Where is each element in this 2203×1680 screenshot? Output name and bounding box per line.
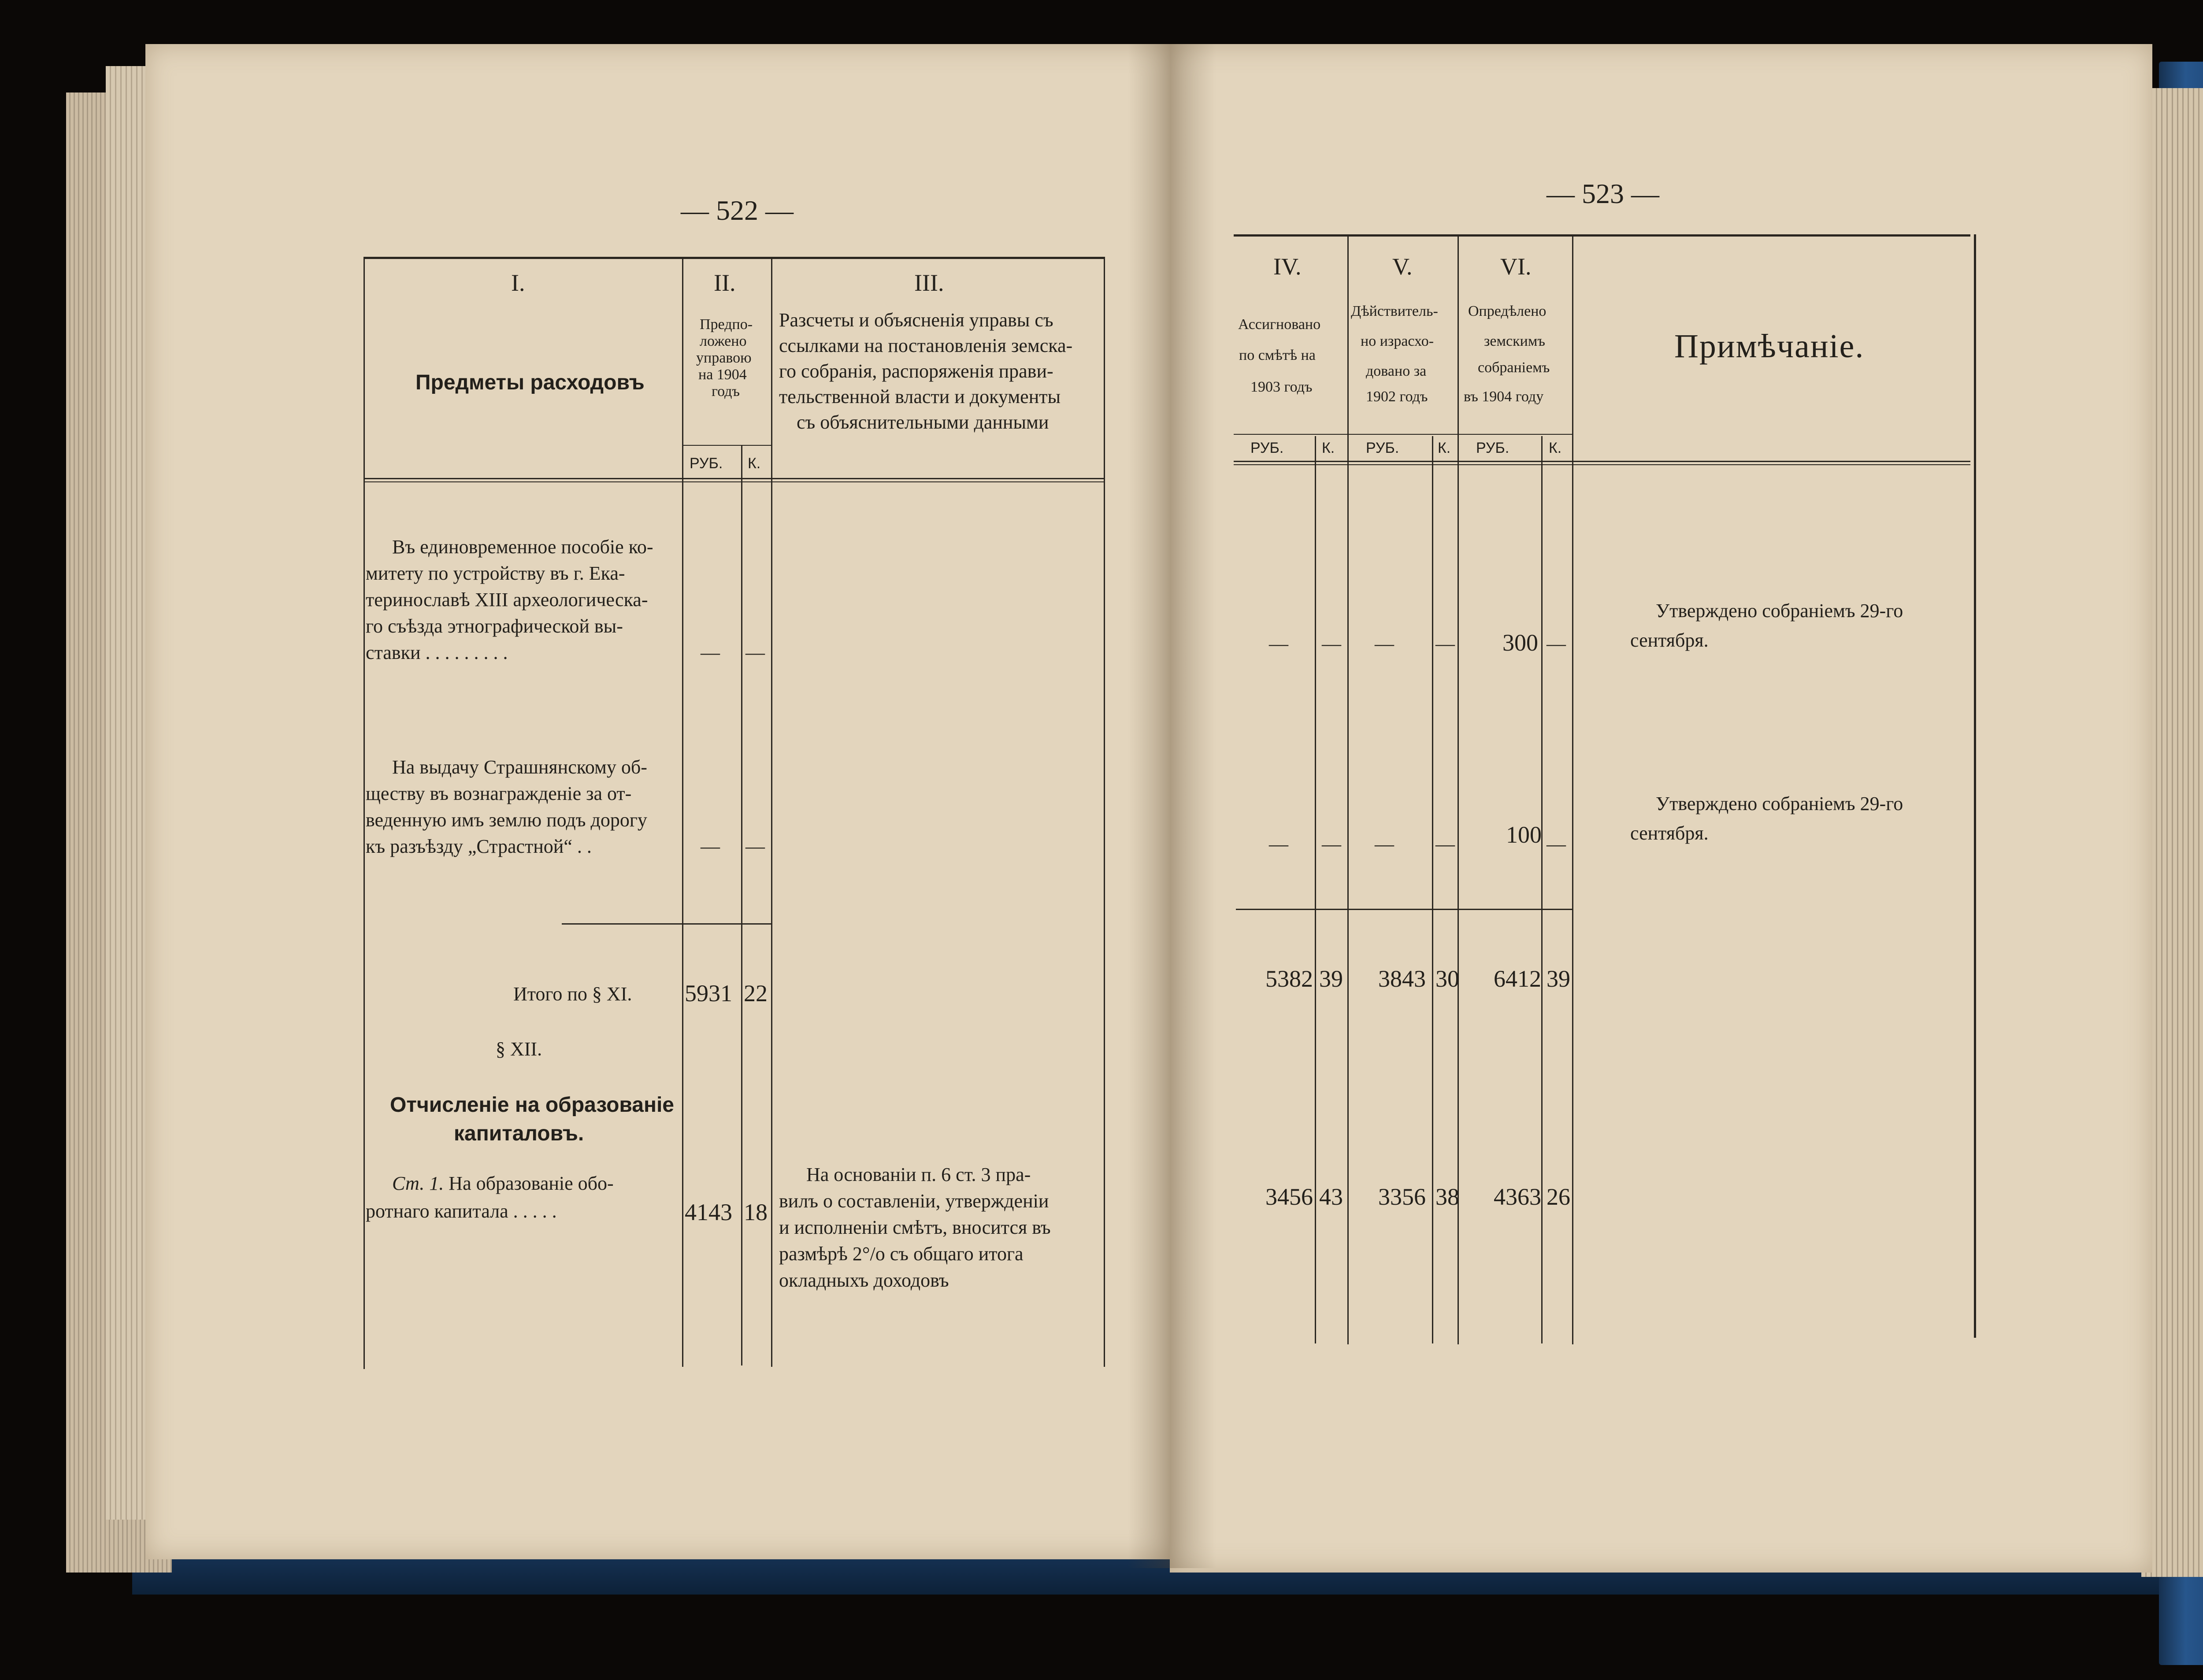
left-table-left-rule: [363, 257, 365, 1369]
col2-header-line: Предпо-: [700, 316, 753, 333]
section-total-rule: [562, 923, 771, 925]
row2-c4-kop: —: [1322, 833, 1341, 855]
left-header-bottom-rule-2: [363, 481, 1104, 482]
row1-c5-rub: —: [1375, 633, 1394, 655]
col3-left-rule: [771, 257, 772, 1367]
row2-note-line: Утверждено собраніемъ 29-го: [1656, 793, 1903, 814]
col5-right-rule: [1458, 234, 1459, 1344]
art1-text: На образованіе обо-: [449, 1173, 614, 1194]
col6-kop-label: К.: [1549, 440, 1562, 456]
item1-kop: —: [745, 642, 765, 663]
right-total-rule: [1236, 909, 1573, 910]
art1-c6-rub: 4363: [1494, 1184, 1541, 1210]
row1-note-line: Утверждено собраніемъ 29-го: [1656, 600, 1903, 622]
row2-c6-rub: 100: [1506, 821, 1542, 848]
item2-text-line: веденную имъ землю подъ дорогу: [366, 809, 647, 831]
col5-header-line: но израсхо-: [1361, 333, 1434, 349]
row1-c4-rub: —: [1269, 633, 1288, 655]
total-c4-kop: 39: [1319, 966, 1343, 992]
col6-kop-rule: [1541, 436, 1543, 1343]
art1-explanation-line: вилъ о составленіи, утвержденіи: [779, 1190, 1049, 1212]
col6-header-line: въ 1904 году: [1464, 389, 1544, 405]
item1-text-line: Въ единовременное пособіе ко-: [392, 536, 653, 558]
col5-header-line: 1902 годъ: [1366, 389, 1428, 405]
col4-header-line: 1903 годъ: [1250, 379, 1313, 395]
col4-number: IV.: [1273, 253, 1302, 280]
item1-text-line: митету по устройству въ г. Ека-: [366, 562, 625, 584]
right-table-right-rule: [1974, 234, 1976, 1338]
col3-number: III.: [914, 270, 944, 296]
total-c5-kop: 30: [1435, 966, 1459, 992]
item1-text-line: ставки . . . . . . . . .: [366, 642, 508, 663]
art1-explanation-line: размѣрѣ 2°/о съ общаго итога: [779, 1243, 1024, 1265]
total-c6-rub: 6412: [1494, 966, 1541, 992]
col4-right-rule: [1347, 234, 1349, 1344]
col2-header-line: управою: [696, 350, 752, 366]
row1-note-line: сентября.: [1630, 629, 1709, 651]
item2-rub: —: [701, 836, 720, 857]
col2-kop-label: К.: [748, 455, 761, 472]
col5-kop-label: К.: [1438, 440, 1451, 456]
col3-header-line: Разсчеты и объясненія управы съ: [779, 309, 1053, 331]
art1-text-line: [392, 1174, 614, 1193]
col1-title: Предметы расходовъ: [415, 371, 645, 394]
total-c4-rub: 5382: [1265, 966, 1313, 992]
art1-c4-kop: 43: [1319, 1184, 1343, 1210]
col3-header-line: съ объяснительными данными: [797, 411, 1049, 433]
art1-c6-kop: 26: [1547, 1184, 1570, 1210]
col5-kop-rule: [1432, 436, 1433, 1343]
item1-rub: —: [701, 642, 720, 663]
left-page-number: — 522 —: [681, 195, 794, 226]
col3-header-line: ссылками на постановленія земска-: [779, 335, 1073, 356]
notes-title: Примѣчаніе.: [1674, 328, 1865, 365]
col4-header-line: Ассигновано: [1238, 316, 1321, 333]
section-title-line: капиталовъ.: [454, 1122, 584, 1145]
col2-rub-label: РУБ.: [690, 455, 723, 472]
col4-kop-rule: [1315, 436, 1316, 1343]
col3-header-line: го собранія, распоряженія прави-: [779, 360, 1053, 382]
art1-c5-kop: 38: [1435, 1184, 1459, 1210]
left-header-bottom-rule: [363, 478, 1104, 479]
right-page-number: — 523 —: [1547, 178, 1659, 209]
right-header-bottom-rule: [1234, 461, 1970, 462]
col2-header-line: ложено: [700, 333, 747, 349]
book-gutter-shadow: [1128, 44, 1216, 1568]
section-title-line: Отчисленіе на образованіе: [390, 1093, 674, 1117]
col2-number: II.: [714, 270, 736, 296]
art1-c5-rub: 3356: [1378, 1184, 1426, 1210]
right-header-bottom-rule-2: [1234, 464, 1970, 465]
left-table-top-rule: [363, 257, 1104, 259]
total-kop: 22: [744, 980, 768, 1007]
col2-left-rule: [682, 257, 683, 1367]
col5-header-line: Дѣйствитель-: [1351, 303, 1438, 319]
art1-number: Ст. 1.: [392, 1173, 444, 1194]
row1-c5-kop: —: [1435, 633, 1455, 655]
col3-header-line: тельственной власти и документы: [779, 386, 1061, 407]
col3-right-rule: [1104, 257, 1105, 1367]
row1-c4-kop: —: [1322, 633, 1341, 655]
col6-number: VI.: [1500, 253, 1532, 280]
item2-kop: —: [745, 836, 765, 857]
art1-text-line: ротнаго капитала . . . . .: [366, 1200, 557, 1222]
left-page: [145, 44, 1172, 1559]
right-table-top-rule: [1234, 234, 1970, 237]
col6-header-line: собраніемъ: [1478, 359, 1550, 376]
col2-header-line: годъ: [712, 383, 740, 400]
row1-c6-kop: —: [1547, 633, 1566, 655]
col2-header-line: на 1904: [698, 366, 747, 383]
col4-rub-label: РУБ.: [1250, 440, 1284, 456]
row2-c5-kop: —: [1435, 833, 1455, 855]
col4-kop-label: К.: [1322, 440, 1335, 456]
total-rub: 5931: [685, 980, 732, 1007]
col6-header-line: земскимъ: [1484, 333, 1545, 349]
row2-c6-kop: —: [1547, 833, 1566, 855]
total-c6-kop: 39: [1547, 966, 1570, 992]
item2-text-line: ществу въ вознагражденіе за от-: [366, 783, 632, 804]
col5-rub-label: РУБ.: [1366, 440, 1399, 456]
art1-explanation-line: и исполненіи смѣтъ, вносится въ: [779, 1217, 1051, 1238]
total-c5-rub: 3843: [1378, 966, 1426, 992]
col5-number: V.: [1392, 253, 1413, 280]
col6-rub-label: РУБ.: [1476, 440, 1509, 456]
col2-kop-rule: [741, 445, 742, 1365]
col6-right-rule: [1572, 234, 1573, 1344]
col5-header-line: довано за: [1366, 363, 1427, 379]
row2-note-line: сентября.: [1630, 822, 1709, 844]
art1-c4-rub: 3456: [1265, 1184, 1313, 1210]
item1-text-line: го съѣзда этнографической вы-: [366, 615, 623, 637]
col4-header-line: по смѣтѣ на: [1239, 347, 1316, 363]
section-label: § XII.: [496, 1038, 542, 1060]
art1-rub: 4143: [685, 1199, 732, 1225]
row2-c5-rub: —: [1375, 833, 1394, 855]
item2-text-line: На выдачу Страшнянскому об-: [392, 756, 647, 778]
col6-header-line: Опредѣлено: [1468, 303, 1547, 319]
right-unit-rule: [1234, 434, 1573, 435]
art1-explanation-line: На основаніи п. 6 ст. 3 пра-: [806, 1164, 1031, 1185]
col1-number: I.: [511, 270, 525, 296]
row2-c4-rub: —: [1269, 833, 1288, 855]
art1-explanation-line: окладныхъ доходовъ: [779, 1269, 949, 1291]
item1-text-line: теринославѣ XIII археологическа-: [366, 589, 648, 611]
item2-text-line: къ разъѣзду „Страстной“ . .: [366, 836, 592, 857]
art1-kop: 18: [744, 1199, 768, 1225]
col2-unit-rule: [682, 445, 771, 446]
total-label: Итого по § XI.: [513, 983, 632, 1005]
row1-c6-rub: 300: [1502, 629, 1538, 656]
